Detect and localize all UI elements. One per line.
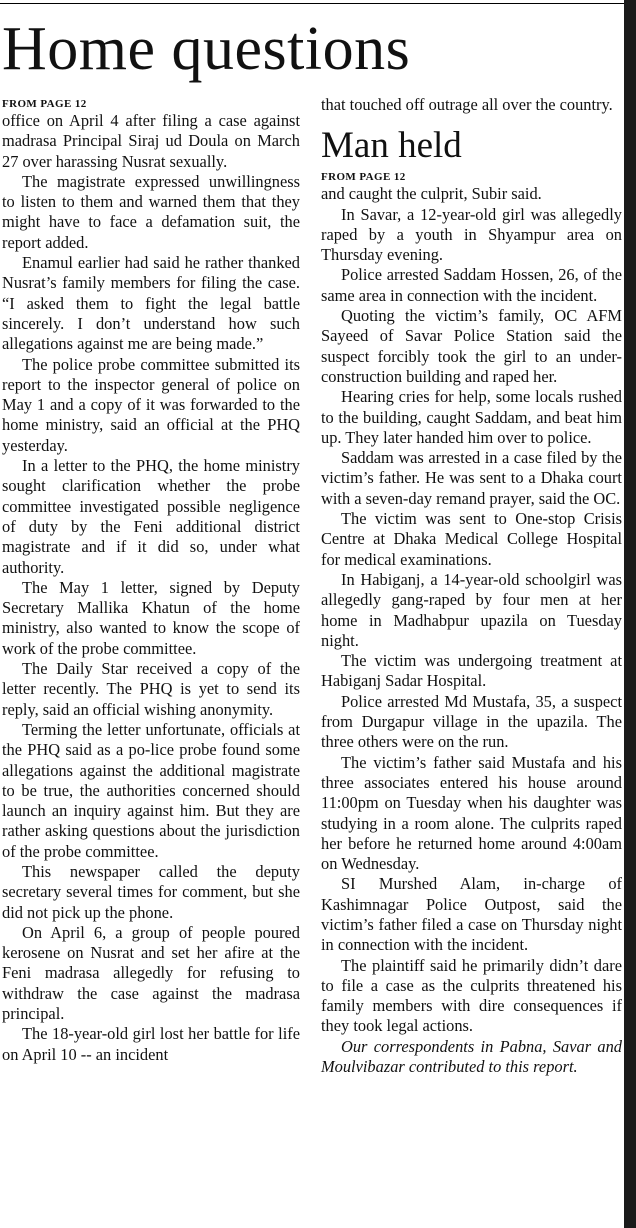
- paragraph: In a letter to the PHQ, the home ministry sought clarification whether the probe committee investigated possible negligence of duty by the Feni additional district magistrate and if it did so, under what authority.: [2, 456, 300, 577]
- paragraph: Hearing cries for help, some locals rushed to the building, caught Saddam, and beat him up. They later handed him over to police.: [321, 387, 622, 447]
- paragraph: The victim was sent to One-stop Crisis Centre at Dhaka Medical College Hospital for medical examinations.: [321, 509, 622, 569]
- page-edge-bar: [624, 0, 636, 1228]
- paragraph: The victim’s father said Mustafa and his three associates entered his house around 11:00pm on Tuesday when his daughter was studying in a room alone. The culprits raped her before he returned home around 4:00am on Wednesday.: [321, 752, 622, 874]
- left-column: [2, 95, 300, 1065]
- paragraph: On April 6, a group of people poured kerosene on Nusrat and set her afire at the Feni madrasa allegedly for refusing to withdraw the case against the madrasa principal.: [2, 922, 300, 1024]
- paragraph: The 18-year-old girl lost her battle for life on April 10 -- an incident: [2, 1024, 300, 1064]
- paragraph: Quoting the victim’s family, OC AFM Sayeed of Savar Police Station said the suspect forcibly took the girl to an under-construction building and raped her.: [321, 306, 622, 386]
- paragraph: In Habiganj, a 14-year-old schoolgirl was allegedly gang-raped by four men at her home in Madhabpur upazila on Tuesday night.: [321, 569, 622, 650]
- paragraph: SI Murshed Alam, in-charge of Kashimnagar Police Outpost, said the victim’s father filed a case on Thursday night in connection with the incident.: [321, 874, 622, 955]
- headline: Home questions: [2, 15, 411, 83]
- paragraph: The magistrate expressed unwillingness to listen to them and warned them that they might have to face a defamation suit, the report added.: [2, 171, 300, 252]
- continuation-paragraph: that touched off outrage all over the country.: [321, 95, 613, 114]
- paragraph: Terming the letter unfortunate, officials at the PHQ said as a po-lice probe found some allegations against the additional magistrate to be true, the authorities concerned should launch an inquiry against him. But they are rather asking questions about the jurisdiction of the probe committee.: [2, 719, 300, 861]
- paragraph: The plaintiff said he primarily didn’t dare to file a case as the culprits threatened his family members with dire consequences if they took legal actions.: [321, 955, 622, 1036]
- top-rule: [0, 3, 636, 4]
- paragraph: The victim was undergoing treatment at Habiganj Sadar Hospital.: [321, 651, 622, 691]
- paragraph: The Daily Star received a copy of the letter recently. The PHQ is yet to send its reply, said an official wishing anonymity.: [2, 659, 300, 719]
- jump-line: FROM PAGE 12: [2, 98, 87, 110]
- paragraph: Police arrested Md Mustafa, 35, a suspect from Durgapur village in the upazila. The three others were on the run.: [321, 691, 622, 752]
- contributor-credit: Our correspondents in Pabna, Savar and Moulvibazar contributed to this report.: [321, 1036, 622, 1077]
- subheadline: Man held: [321, 125, 462, 167]
- paragraph: In Savar, a 12-year-old girl was allegedly raped by a youth in Shyampur area on Thursday evening.: [321, 204, 622, 265]
- paragraph: Enamul earlier had said he rather thanked Nusrat’s family members for filing the case. “I asked them to fight the legal battle sincerely. I don’t understand how such allegations against me are being made.”: [2, 253, 300, 354]
- paragraph: The police probe committee submitted its report to the inspector general of police on May 1 and a copy of it was forwarded to the home ministry, said an official at the PHQ yesterday.: [2, 354, 300, 455]
- jump-line: FROM PAGE 12: [321, 171, 406, 184]
- paragraph: office on April 4 after filing a case against madrasa Principal Siraj ud Doula on March 27 over harassing Nusrat sexually.: [2, 111, 300, 171]
- paragraph: This newspaper called the deputy secretary several times for comment, but she did not pick up the phone.: [2, 861, 300, 922]
- paragraph: The May 1 letter, signed by Deputy Secretary Mallika Khatun of the home ministry, also wanted to know the scope of work of the probe committee.: [2, 577, 300, 658]
- paragraph: Police arrested Saddam Hossen, 26, of the same area in connection with the incident.: [321, 265, 622, 305]
- paragraph: Saddam was arrested in a case filed by the victim’s father. He was sent to a Dhaka court with a seven-day remand prayer, said the OC.: [321, 448, 622, 508]
- right-column: [321, 95, 622, 1077]
- paragraph: and caught the culprit, Subir said.: [321, 184, 542, 204]
